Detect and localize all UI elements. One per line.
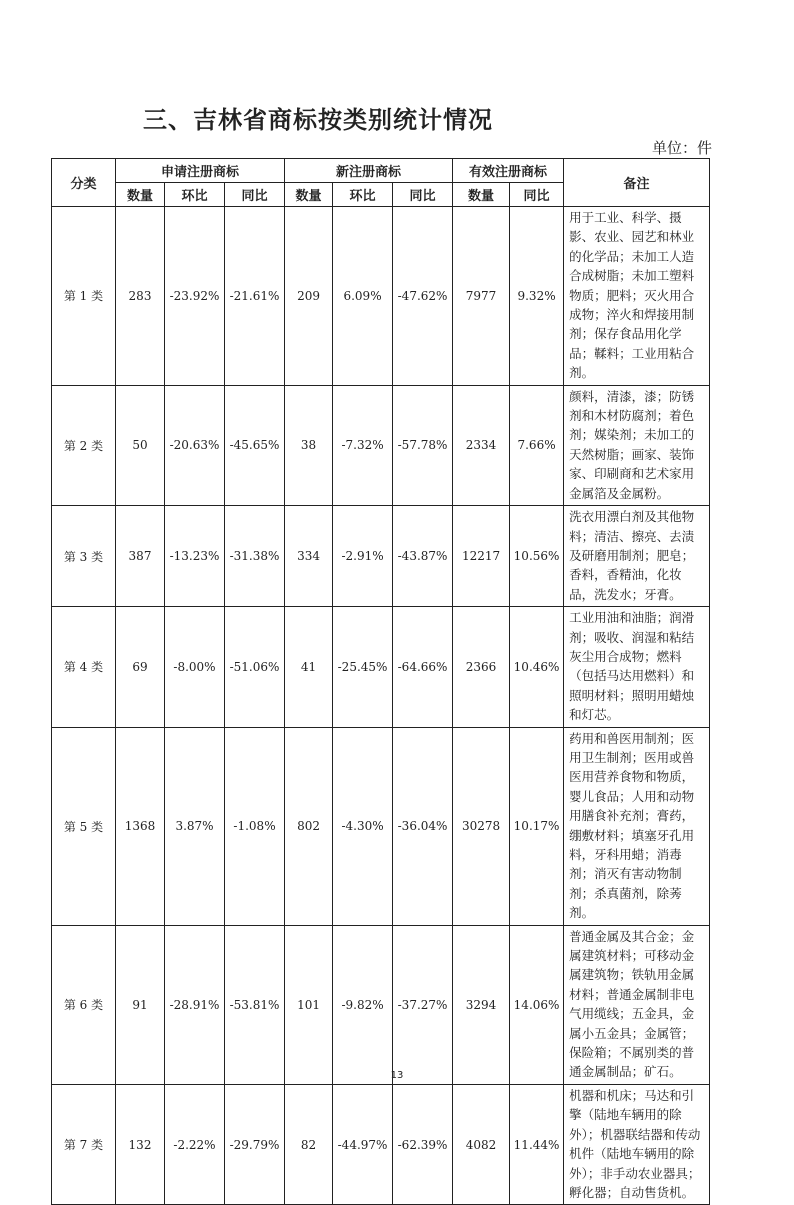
valid-yoy-cell: 10.56% [510, 506, 564, 607]
category-cell: 第 7 类 [52, 1084, 116, 1204]
valid-yoy-cell: 14.06% [510, 925, 564, 1084]
category-cell: 第 1 类 [52, 207, 116, 386]
note-cell: 药用和兽医用制剂；医用卫生制剂；医用或兽医用营养食物和物质，婴儿食品；人用和动物用膳食补充剂；膏药，绷敷材料；填塞牙孔用料，牙科用蜡；消毒剂；消灭有害动物制剂；杀真菌剂，除莠剂。 [564, 727, 710, 925]
new-count-cell: 38 [285, 385, 333, 505]
valid-yoy-cell: 7.66% [510, 385, 564, 505]
valid-count-cell: 2366 [453, 607, 510, 727]
apply-mom-cell: -8.00% [165, 607, 225, 727]
header-apply-group: 申请注册商标 [116, 159, 285, 183]
apply-yoy-cell: -29.79% [225, 1084, 285, 1204]
header-apply-yoy: 同比 [225, 183, 285, 207]
new-yoy-cell: -62.39% [393, 1084, 453, 1204]
new-yoy-cell: -64.66% [393, 607, 453, 727]
apply-mom-cell: -20.63% [165, 385, 225, 505]
new-mom-cell: -44.97% [333, 1084, 393, 1204]
table-row [52, 607, 710, 727]
valid-count-cell: 30278 [453, 727, 510, 925]
apply-count-cell: 69 [116, 607, 165, 727]
table-row [52, 1084, 710, 1204]
apply-count-cell: 50 [116, 385, 165, 505]
apply-count-cell: 132 [116, 1084, 165, 1204]
note-cell: 工业用油和油脂；润滑剂；吸收、润湿和粘结灰尘用合成物；燃料（包括马达用燃料）和照明材料；照明用蜡烛和灯芯。 [564, 607, 710, 727]
category-cell: 第 2 类 [52, 385, 116, 505]
valid-count-cell: 12217 [453, 506, 510, 607]
new-count-cell: 41 [285, 607, 333, 727]
header-new-yoy: 同比 [393, 183, 453, 207]
apply-mom-cell: -2.22% [165, 1084, 225, 1204]
new-mom-cell: -25.45% [333, 607, 393, 727]
header-apply-mom: 环比 [165, 183, 225, 207]
category-cell: 第 6 类 [52, 925, 116, 1084]
unit-label: 单位：件 [652, 139, 713, 157]
header-valid-yoy: 同比 [510, 183, 564, 207]
apply-mom-cell: -23.92% [165, 207, 225, 386]
new-count-cell: 82 [285, 1084, 333, 1204]
header-new-mom: 环比 [333, 183, 393, 207]
apply-yoy-cell: -51.06% [225, 607, 285, 727]
new-mom-cell: -9.82% [333, 925, 393, 1084]
apply-count-cell: 387 [116, 506, 165, 607]
new-count-cell: 209 [285, 207, 333, 386]
apply-yoy-cell: -53.81% [225, 925, 285, 1084]
apply-yoy-cell: -45.65% [225, 385, 285, 505]
new-yoy-cell: -37.27% [393, 925, 453, 1084]
table-row [52, 727, 710, 925]
table-row [52, 207, 710, 386]
category-cell: 第 5 类 [52, 727, 116, 925]
note-cell: 用于工业、科学、摄影、农业、园艺和林业的化学品；未加工人造合成树脂；未加工塑料物质；肥料；灭火用合成物；淬火和焊接用制剂；保存食品用化学品；鞣料；工业用粘合剂。 [564, 207, 710, 386]
apply-yoy-cell: -1.08% [225, 727, 285, 925]
note-cell: 颜料，清漆，漆；防锈剂和木材防腐剂；着色剂；媒染剂；未加工的天然树脂；画家、装饰家、印刷商和艺术家用金属箔及金属粉。 [564, 385, 710, 505]
apply-mom-cell: -28.91% [165, 925, 225, 1084]
apply-mom-cell: 3.87% [165, 727, 225, 925]
new-mom-cell: -4.30% [333, 727, 393, 925]
valid-yoy-cell: 11.44% [510, 1084, 564, 1204]
note-cell: 普通金属及其合金；金属建筑材料；可移动金属建筑物；铁轨用金属材料；普通金属制非电气用缆线；五金具，金属小五金具；金属管；保险箱；不属别类的普通金属制品；矿石。 [564, 925, 710, 1084]
header-notes: 备注 [564, 159, 710, 207]
table-row [52, 385, 710, 505]
new-count-cell: 802 [285, 727, 333, 925]
new-mom-cell: -2.91% [333, 506, 393, 607]
header-valid-count: 数量 [453, 183, 510, 207]
page-title: 三、吉林省商标按类别统计情况 [143, 106, 493, 134]
valid-yoy-cell: 9.32% [510, 207, 564, 386]
table-row [52, 506, 710, 607]
new-yoy-cell: -57.78% [393, 385, 453, 505]
apply-mom-cell: -13.23% [165, 506, 225, 607]
apply-yoy-cell: -31.38% [225, 506, 285, 607]
trademark-stats-table [51, 158, 710, 1205]
header-new-count: 数量 [285, 183, 333, 207]
new-yoy-cell: -36.04% [393, 727, 453, 925]
apply-count-cell: 283 [116, 207, 165, 386]
apply-count-cell: 91 [116, 925, 165, 1084]
valid-count-cell: 7977 [453, 207, 510, 386]
valid-count-cell: 2334 [453, 385, 510, 505]
valid-count-cell: 4082 [453, 1084, 510, 1204]
new-mom-cell: -7.32% [333, 385, 393, 505]
header-category: 分类 [52, 159, 116, 207]
new-count-cell: 334 [285, 506, 333, 607]
new-mom-cell: 6.09% [333, 207, 393, 386]
valid-yoy-cell: 10.46% [510, 607, 564, 727]
apply-count-cell: 1368 [116, 727, 165, 925]
new-yoy-cell: -43.87% [393, 506, 453, 607]
new-count-cell: 101 [285, 925, 333, 1084]
page-number: 13 [390, 1070, 404, 1081]
category-cell: 第 3 类 [52, 506, 116, 607]
category-cell: 第 4 类 [52, 607, 116, 727]
header-new-group: 新注册商标 [285, 159, 453, 183]
note-cell: 洗衣用漂白剂及其他物料；清洁、擦亮、去渍及研磨用制剂；肥皂；香料，香精油，化妆品，洗发水；牙膏。 [564, 506, 710, 607]
valid-count-cell: 3294 [453, 925, 510, 1084]
note-cell: 机器和机床；马达和引擎（陆地车辆用的除外）；机器联结器和传动机件（陆地车辆用的除外）；非手动农业器具；孵化器；自动售货机。 [564, 1084, 710, 1204]
valid-yoy-cell: 10.17% [510, 727, 564, 925]
header-valid-group: 有效注册商标 [453, 159, 564, 183]
apply-yoy-cell: -21.61% [225, 207, 285, 386]
new-yoy-cell: -47.62% [393, 207, 453, 386]
table-row [52, 925, 710, 1084]
header-apply-count: 数量 [116, 183, 165, 207]
